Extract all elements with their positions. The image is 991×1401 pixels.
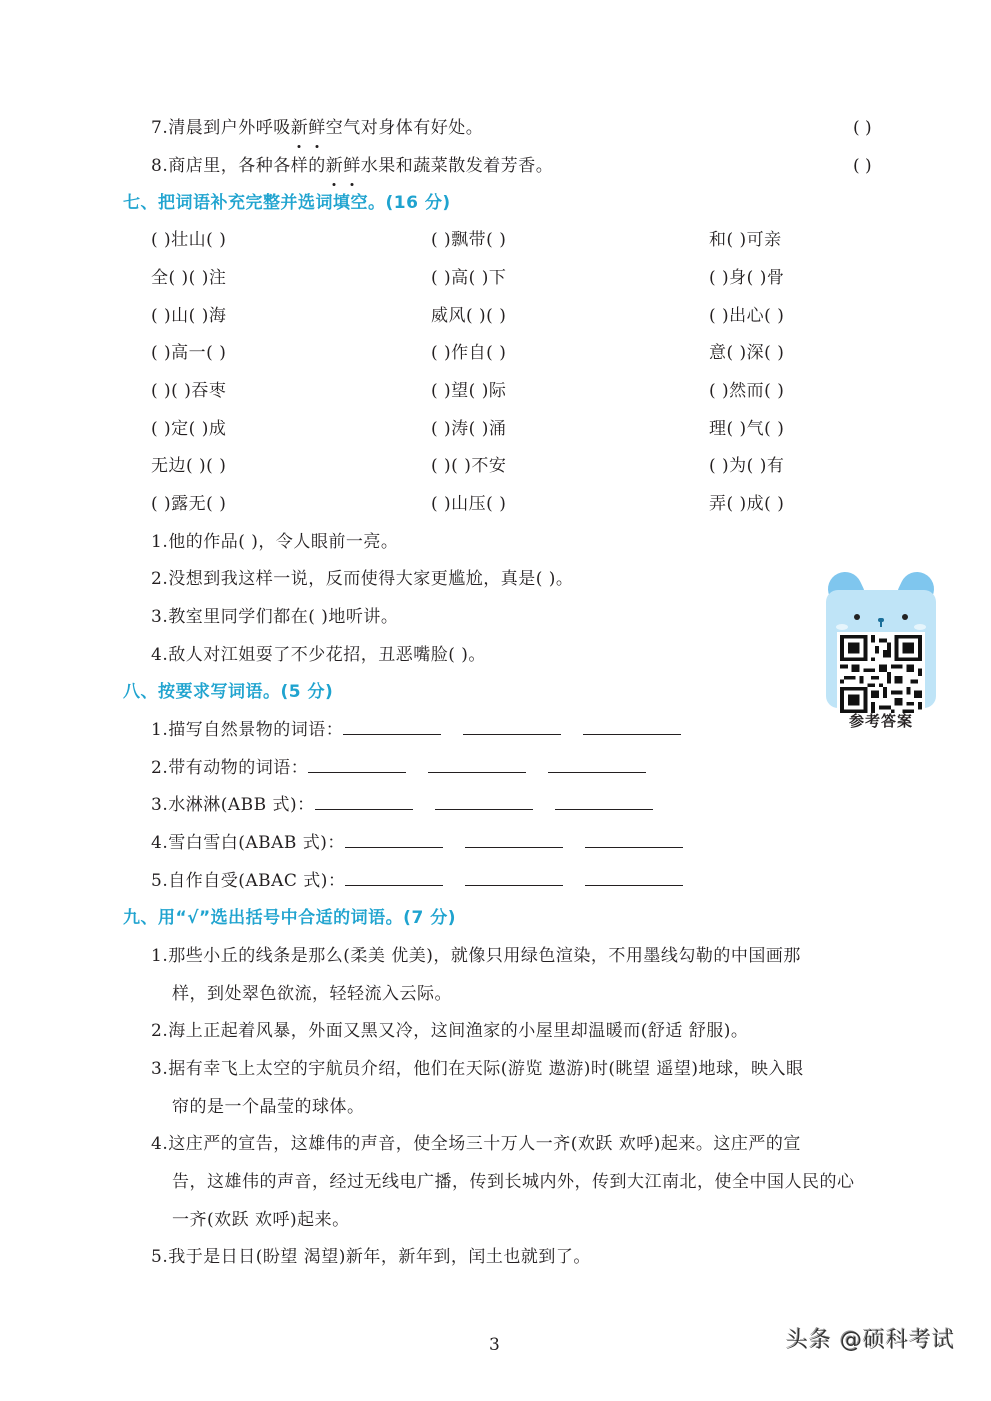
item-prompt: 1.描写自然景物的词语：	[151, 720, 344, 740]
idiom-cell[interactable]: 无边( )( )	[151, 456, 227, 476]
answer-blank[interactable]	[463, 719, 561, 735]
idiom-cell[interactable]: ( )高一( )	[151, 343, 227, 363]
idiom-cell[interactable]: 威风( )( )	[431, 306, 507, 326]
item-text-after: 水果和蔬菜散发着芳香。	[360, 156, 554, 176]
item-prompt: 3.水淋淋(ABB 式)：	[151, 795, 315, 815]
idiom-cell[interactable]: ( )( )不安	[431, 456, 507, 476]
idiom-cell[interactable]: ( )然而( )	[709, 381, 785, 401]
answer-blank[interactable]	[428, 757, 526, 773]
write-words-item-3	[151, 793, 675, 817]
fill-sentence-1[interactable]: 1.他的作品( )，令人眼前一亮。	[151, 532, 399, 552]
item-prompt: 4.雪白雪白(ABAB 式)：	[151, 833, 345, 853]
idiom-cell[interactable]: ( )飘带( )	[431, 230, 507, 250]
section-7-heading: 七、把词语补充完整并选词填空。(16 分)	[123, 193, 451, 213]
choice-item-4-line-1[interactable]: 4.这庄严的宣告，这雄伟的声音，使全场三十万人一齐(欢跃 欢呼)起来。这庄严的宣	[151, 1134, 801, 1154]
judge-item-8	[151, 154, 553, 178]
item-number: 7.	[151, 118, 169, 138]
choice-item-4-line-3[interactable]: 一齐(欢跃 欢呼)起来。	[172, 1210, 350, 1230]
fill-sentence-3[interactable]: 3.教室里同学们都在( )地听讲。	[151, 607, 399, 627]
eye-icon	[902, 614, 908, 620]
fill-sentence-2[interactable]: 2.没想到我这样一说，反而使得大家更尴尬，真是( )。	[151, 569, 574, 589]
idiom-cell[interactable]: 弄( )成( )	[709, 494, 785, 514]
answer-blank[interactable]	[435, 794, 533, 810]
qr-code-icon[interactable]	[837, 632, 925, 716]
choice-item-3-line-2: 帘的是一个晶莹的球体。	[172, 1097, 365, 1117]
emphasized-char: 鲜	[343, 156, 361, 176]
write-words-item-4	[151, 831, 705, 855]
idiom-cell[interactable]: ( )壮山( )	[151, 230, 227, 250]
item-prompt: 2.带有动物的词语：	[151, 758, 309, 778]
idiom-cell[interactable]: ( )为( )有	[709, 456, 785, 476]
qr-card-body	[826, 590, 936, 708]
idiom-cell[interactable]: 理( )气( )	[709, 419, 785, 439]
item-number: 8.	[151, 156, 169, 176]
answer-blank[interactable]	[315, 794, 413, 810]
answer-blank[interactable]	[555, 794, 653, 810]
answer-blank[interactable]	[583, 719, 681, 735]
idiom-cell[interactable]: ( )山( )海	[151, 306, 227, 326]
write-words-item-1	[151, 718, 703, 742]
idiom-cell[interactable]: ( )身( )骨	[709, 268, 785, 288]
idiom-cell[interactable]: ( )高( )下	[431, 268, 507, 288]
choice-item-5[interactable]: 5.我于是日日(盼望 渴望)新年，新年到，闰土也就到了。	[151, 1247, 591, 1267]
cheek-decoration	[836, 624, 848, 630]
answer-blank[interactable]	[465, 870, 563, 886]
idiom-cell[interactable]: ( )作自( )	[431, 343, 507, 363]
eye-icon	[854, 614, 860, 620]
answer-blank[interactable]	[585, 832, 683, 848]
write-words-item-5	[151, 869, 705, 893]
idiom-cell[interactable]: ( )望( )际	[431, 381, 507, 401]
idiom-cell[interactable]: ( )涛( )涌	[431, 419, 507, 439]
judge-answer-blank-7[interactable]: ( )	[853, 118, 872, 138]
page-number: 3	[489, 1335, 500, 1355]
idiom-cell[interactable]: ( )( )吞枣	[151, 381, 227, 401]
idiom-cell[interactable]: ( )露无( )	[151, 494, 227, 514]
answer-blank[interactable]	[345, 870, 443, 886]
section-9-heading: 九、用“√”选出括号中合适的词语。(7 分)	[123, 908, 456, 928]
section-8-heading: 八、按要求写词语。(5 分)	[123, 682, 334, 702]
answer-blank[interactable]	[343, 719, 441, 735]
judge-item-7	[151, 116, 483, 140]
fill-sentence-4[interactable]: 4.敌人对江姐耍了不少花招，丑恶嘴脸( )。	[151, 645, 486, 665]
choice-item-1-line-1[interactable]: 1.那些小丘的线条是那么(柔美 优美)，就像只用绿色渲染，不用墨线勾勒的中国画那	[151, 946, 801, 966]
emphasized-char: 新	[290, 118, 309, 138]
judge-answer-blank-8[interactable]: ( )	[853, 156, 872, 176]
item-prompt: 5.自作自受(ABAC 式)：	[151, 871, 346, 891]
qr-card-label: 参考答案	[848, 712, 913, 730]
choice-item-1-line-2: 样，到处翠色欲流，轻轻流入云际。	[172, 984, 452, 1004]
answer-blank[interactable]	[345, 832, 443, 848]
choice-item-3-line-1[interactable]: 3.据有幸飞上太空的宇航员介绍，他们在天际(游览 遨游)时(眺望 遥望)地球，映入眼	[151, 1059, 804, 1079]
answer-blank[interactable]	[308, 757, 406, 773]
answer-blank[interactable]	[465, 832, 563, 848]
answer-blank[interactable]	[585, 870, 683, 886]
choice-item-4-line-2: 告，这雄伟的声音，经过无线电广播，传到长城内外，传到大江南北，使全中国人民的心	[172, 1172, 855, 1192]
idiom-cell[interactable]: ( )定( )成	[151, 419, 227, 439]
emphasized-char: 新	[325, 156, 344, 176]
idiom-cell[interactable]: ( )出心( )	[709, 306, 785, 326]
watermark: 头条 @硕科考试	[786, 1328, 955, 1353]
idiom-cell[interactable]: ( )山压( )	[431, 494, 507, 514]
item-text-before: 清晨到户外呼吸	[168, 118, 291, 138]
idiom-cell[interactable]: 意( )深( )	[709, 343, 785, 363]
nose-icon	[878, 618, 884, 628]
answer-qr-card[interactable]	[826, 572, 936, 708]
choice-item-2[interactable]: 2.海上正起着风暴，外面又黑又冷，这间渔家的小屋里却温暖而(舒适 舒服)。	[151, 1021, 749, 1041]
emphasized-char: 鲜	[308, 118, 326, 138]
item-text-after: 空气对身体有好处。	[325, 118, 484, 138]
idiom-cell[interactable]: 和( )可亲	[709, 230, 782, 250]
cheek-decoration	[914, 624, 926, 630]
answer-blank[interactable]	[548, 757, 646, 773]
item-text-before: 商店里，各种各样的	[168, 156, 326, 176]
idiom-cell[interactable]: 全( )( )注	[151, 268, 227, 288]
write-words-item-2	[151, 756, 668, 780]
